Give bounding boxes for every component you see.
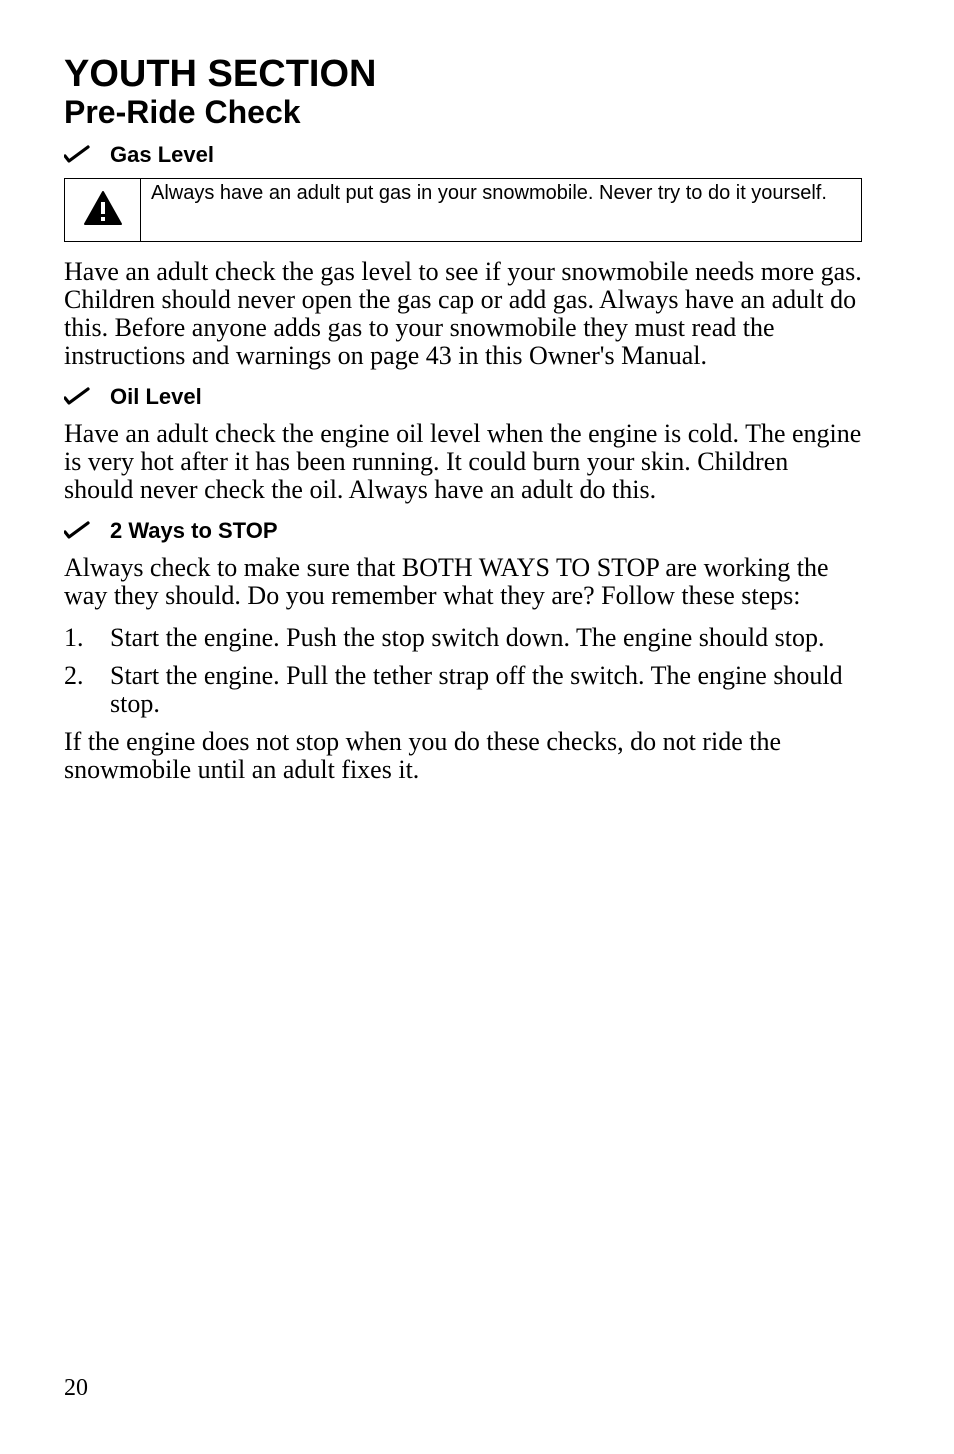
checkmark-icon	[64, 145, 110, 165]
warning-icon-cell	[65, 179, 141, 241]
list-item	[64, 624, 864, 652]
warning-box	[64, 178, 862, 242]
steps-list	[64, 624, 864, 718]
section-title: YOUTH SECTION	[64, 53, 377, 95]
page-number: 20	[64, 1375, 88, 1401]
step-text: Start the engine. Push the stop switch down. The engine should stop.	[110, 623, 825, 652]
ways-to-stop-intro: Always check to make sure that BOTH WAYS TO STOP are working the way they should. Do you remember what they are? Follow these steps:	[64, 553, 829, 610]
step-number: 2.	[64, 661, 84, 690]
oil-level-heading-label: Oil Level	[110, 384, 202, 409]
ways-to-stop-closing: If the engine does not stop when you do these checks, do not ride the snowmobile until an adult fixes it.	[64, 727, 781, 784]
checkmark-icon	[64, 387, 110, 407]
oil-level-body: Have an adult check the engine oil level when the engine is cold. The engine is very hot after it has been running. It could burn your skin. Children should never check the oil. Always have an adult do this.	[64, 419, 862, 504]
list-item	[64, 662, 864, 718]
step-text: Start the engine. Pull the tether strap off the switch. The engine should stop.	[110, 661, 843, 718]
oil-level-heading	[64, 384, 864, 410]
manual-page	[64, 54, 864, 798]
warning-text: Always have an adult put gas in your snowmobile. Never try to do it yourself.	[151, 182, 827, 204]
ways-to-stop-heading	[64, 518, 864, 544]
ways-to-stop-heading-label: 2 Ways to STOP	[110, 518, 278, 543]
page-subtitle: Pre-Ride Check	[64, 94, 301, 130]
gas-level-heading	[64, 142, 864, 168]
checkmark-icon	[64, 521, 110, 541]
warning-triangle-icon	[83, 190, 123, 231]
gas-level-body: Have an adult check the gas level to see if your snowmobile needs more gas. Children should never open the gas cap or add gas. Always have an adult do this. Before anyone adds gas to your snowmobile they must read the instructions and warnings on page 43 in this Owner's Manual.	[64, 257, 862, 370]
gas-level-heading-label: Gas Level	[110, 142, 214, 167]
step-number: 1.	[64, 623, 84, 652]
